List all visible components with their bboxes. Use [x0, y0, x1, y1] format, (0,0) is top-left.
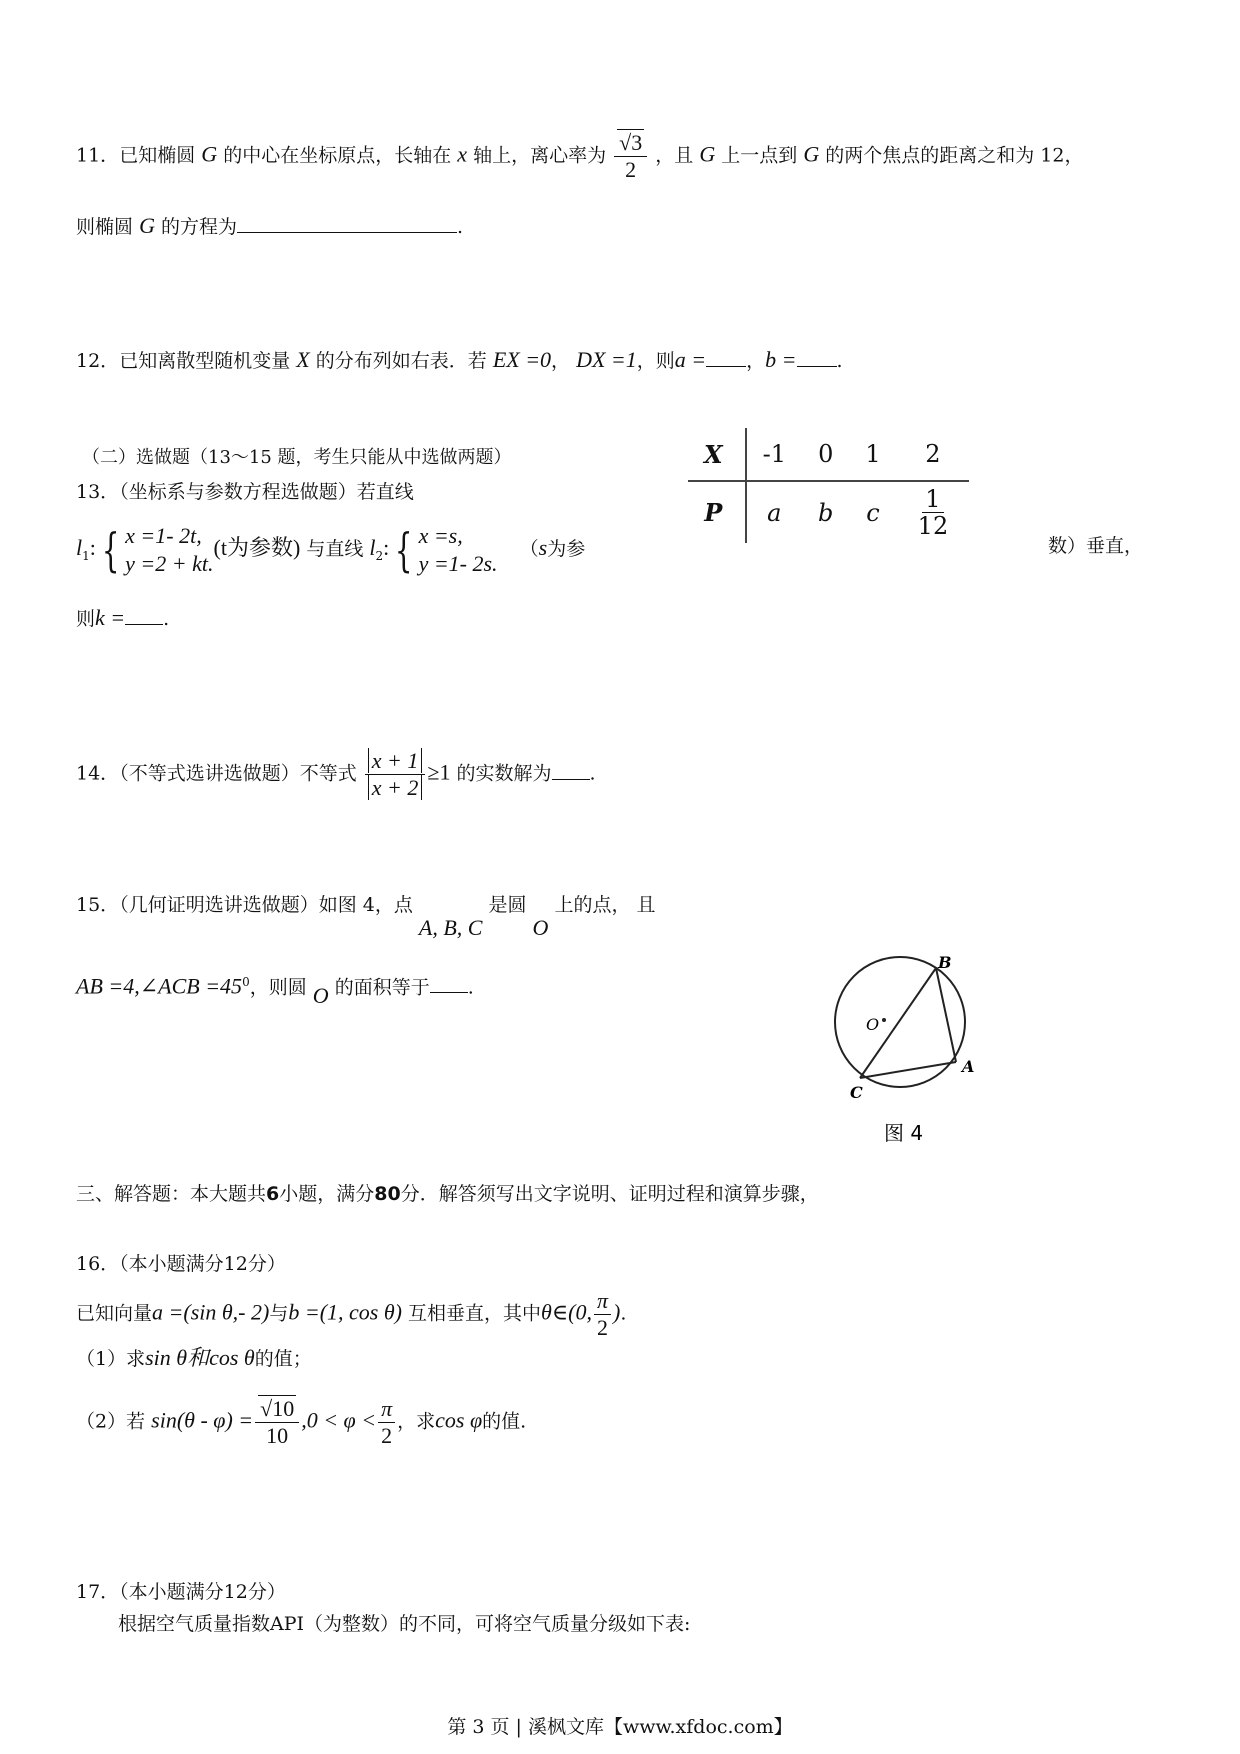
q11-var-x: x — [457, 141, 468, 167]
q16-vec-b: b =(1, cos θ) — [288, 1299, 402, 1325]
q15-var-o: O — [532, 915, 549, 940]
q13-text2: 与直线 — [306, 538, 364, 560]
q11-text1: 已知椭圆 — [119, 144, 196, 167]
q16-p2-mid: ，求 — [397, 1410, 436, 1433]
q11-line1 — [76, 130, 1083, 183]
table-header-p: P — [688, 481, 746, 543]
segment-ca — [860, 1062, 956, 1078]
q12-b-eq: b = — [765, 347, 797, 372]
q13-period: . — [163, 608, 170, 630]
q15-line2-post: 的面积等于 — [334, 976, 430, 999]
q12-var-x: X — [296, 347, 310, 372]
q15-line2 — [76, 968, 474, 1009]
table-row-p — [688, 481, 969, 543]
q15-sup: 0 — [242, 975, 250, 989]
q16-p2-math1: sin(θ - φ) = — [151, 1407, 254, 1433]
section3-heading — [76, 1180, 819, 1208]
q17-header: 17．（本小题满分12分） — [76, 1581, 286, 1603]
q11-var-g4: G — [139, 213, 155, 238]
q14-period: . — [589, 762, 596, 785]
q13-line3 — [76, 604, 169, 633]
q13-l2: l — [369, 535, 376, 560]
q13-l1-sub: 1 — [82, 548, 90, 563]
q16-theta-in: θ∈(0, — [541, 1299, 592, 1325]
section3-text2: 小题，满分 — [279, 1183, 375, 1205]
q13-line1 — [76, 478, 414, 506]
table-cell-fraction — [897, 481, 970, 543]
q16-p2-frac — [255, 1396, 299, 1449]
q16-text2: 互相垂直，其中 — [408, 1302, 542, 1325]
q16-p2-pi-half — [378, 1396, 395, 1449]
q12-period: . — [836, 350, 843, 372]
q13-text3: （ — [519, 538, 539, 560]
q11-text3: 轴上，离心率为 — [473, 144, 607, 167]
q12-cond-dx: DX =1 — [576, 347, 637, 372]
q12-a-blank[interactable] — [706, 346, 746, 367]
q16-two: 2 — [596, 1315, 608, 1340]
q15-math: AB =4,∠ACB =45 — [76, 973, 243, 999]
q14-den: x + 2 — [368, 775, 423, 800]
table-cell: 0 — [802, 428, 849, 481]
q11-answer-blank[interactable] — [237, 212, 457, 233]
q11-var-g3: G — [803, 141, 820, 167]
segment-ba — [936, 968, 956, 1062]
table-cell: c — [866, 498, 880, 527]
table-cell: -1 — [746, 428, 802, 481]
q15-text1: （几何证明选讲选做题）如图 4，点 — [119, 894, 413, 916]
q14-text1: （不等式选讲选做题）不等式 — [119, 762, 357, 785]
q16-p2-cos: cos φ — [435, 1407, 483, 1433]
q13-l1: l — [76, 535, 83, 560]
q11-frac-den: 2 — [625, 157, 637, 182]
q16-period: . — [620, 1302, 627, 1325]
q15-text3: 上的点， 且 — [554, 894, 656, 916]
q13-l1-eq2: y =2 + kt. — [125, 551, 214, 576]
q11-text6: 的两个焦点的距离之和为 12， — [825, 144, 1084, 167]
brace-icon: { — [101, 523, 120, 577]
q16-close: ) — [613, 1299, 621, 1325]
q12-b-blank[interactable] — [797, 346, 837, 367]
q15-text2: 是圆 — [488, 894, 527, 916]
q16-vec-a: a =(sin θ,- 2) — [152, 1299, 270, 1325]
q13-line2 — [76, 522, 585, 578]
q12-text3: ，则 — [636, 350, 675, 372]
q16-p2-post: 的值. — [482, 1410, 527, 1433]
table-cell: a — [767, 498, 782, 527]
q11-period: . — [457, 216, 464, 238]
label-c: C — [850, 1083, 863, 1102]
q13-line3-pre: 则 — [76, 608, 96, 630]
section3-text1: 三、解答题：本大题共 — [76, 1183, 267, 1205]
q12-text1: 已知离散型随机变量 — [119, 350, 291, 372]
table-frac-num: 1 — [922, 486, 943, 513]
q16-part2 — [76, 1396, 526, 1449]
q14-text2: 的实数解为 — [456, 762, 552, 785]
table-cell: 1 — [849, 428, 896, 481]
q14-number: 14． — [76, 762, 120, 785]
table-cell: b — [818, 498, 834, 527]
q11-eccentricity-fraction — [614, 130, 647, 183]
q12-a-eq: a = — [674, 347, 707, 372]
q12-cond-ex: EX =0 — [492, 347, 552, 372]
section3-text3: 分．解答须写出文字说明、证明过程和演算步骤， — [400, 1183, 819, 1205]
q13-colon2: : — [383, 535, 390, 560]
q13-text1: （坐标系与参数方程选做题）若直线 — [119, 481, 414, 503]
q15-var-o2: O — [312, 983, 329, 1009]
q16-p2-pi: π — [378, 1396, 395, 1423]
q15-number: 15． — [76, 894, 120, 916]
q13-k-blank[interactable] — [125, 604, 163, 625]
q16-p2-den: 10 — [266, 1423, 289, 1448]
q11-text2: 的中心在坐标原点，长轴在 — [223, 144, 452, 167]
q11-number: 11． — [76, 144, 120, 167]
table-cell: 2 — [897, 428, 970, 481]
q15-answer-blank[interactable] — [430, 972, 468, 993]
page-footer: 第 3 页 | 溪枫文库【www.xfdoc.com】 — [447, 1716, 793, 1738]
q15-points: A, B, C — [418, 915, 483, 940]
q11-frac-num: √3 — [619, 130, 643, 155]
q11-line2 — [76, 212, 463, 241]
q14-answer-blank[interactable] — [552, 759, 590, 780]
q13-l2-eq2: y =1- 2s. — [418, 551, 498, 576]
distribution-table — [688, 428, 969, 543]
q11-line2-pre: 则椭圆 — [76, 216, 134, 238]
q12-sep: ， — [551, 350, 571, 372]
table-frac-den: 12 — [917, 512, 949, 540]
q13-text4: 为参 — [547, 538, 586, 560]
section3-count: 6 — [266, 1183, 280, 1205]
q13-param: (t为参数) — [213, 535, 301, 560]
q13-colon: : — [89, 535, 96, 560]
q12-comma: ， — [746, 350, 766, 372]
q16-and: 与 — [269, 1302, 289, 1325]
q16-header: 16．（本小题满分12分） — [76, 1253, 286, 1275]
q13-number: 13． — [76, 481, 120, 503]
q11-text4: ，且 — [655, 144, 694, 167]
label-a: A — [962, 1057, 975, 1076]
brace-icon: { — [395, 523, 413, 577]
q16-p2-pre: （2）若 — [76, 1410, 146, 1433]
q11-text5: 上一点到 — [721, 144, 798, 167]
q16-p2-math2: ,0 < φ < — [301, 1407, 377, 1433]
q13-l2-sub: 2 — [375, 548, 384, 563]
q16-p1-math: sin θ和cos θ — [145, 1345, 255, 1370]
q16-p1-post: 的值； — [254, 1348, 312, 1370]
q17-text: 根据空气质量指数API（为整数）的不同，可将空气质量分级如下表: — [118, 1613, 691, 1635]
q13-system2 — [419, 522, 498, 578]
figure-caption: 图 4 — [884, 1121, 924, 1145]
table-header-x: X — [688, 428, 746, 481]
q16-p2-num: √10 — [260, 1396, 295, 1421]
q12-line — [76, 346, 843, 375]
q14-line — [76, 748, 596, 801]
q12-text2: 的分布列如右表．若 — [315, 350, 487, 372]
q16-p2-two: 2 — [381, 1423, 393, 1448]
q16-part1 — [76, 1344, 312, 1373]
q11-var-g: G — [201, 141, 218, 167]
label-o: O — [866, 1015, 880, 1034]
q16-text1: 已知向量 — [76, 1302, 153, 1325]
q13-system1 — [125, 522, 213, 578]
q15-line2-text: ，则圆 — [249, 976, 307, 999]
q15-line1 — [76, 890, 656, 940]
table-row-x — [688, 428, 969, 481]
label-b: B — [938, 953, 952, 972]
center-point — [882, 1018, 886, 1022]
q14-fraction — [365, 748, 426, 801]
q13-var-s: s — [538, 535, 548, 560]
q13-l2-eq1: x =s, — [418, 523, 463, 548]
section2-heading: （二）选做题（13～15 题，考生只能从中选做两题） — [82, 447, 512, 468]
figure-4-circle-diagram — [820, 950, 990, 1150]
q15-period: . — [467, 976, 474, 999]
q14-ge: ≥1 — [427, 759, 451, 785]
q14-num: x + 1 — [368, 748, 423, 773]
q16-pi-half — [594, 1288, 611, 1341]
q13-tail: 数）垂直， — [1048, 535, 1144, 557]
section3-score: 80 — [374, 1183, 401, 1205]
q16-pi: π — [594, 1288, 611, 1315]
q12-number: 12． — [76, 350, 120, 372]
q11-var-g2: G — [699, 141, 716, 167]
q13-k-eq: k = — [95, 605, 126, 630]
q11-line2-post: 的方程为 — [161, 216, 238, 238]
q16-line1 — [76, 1288, 626, 1341]
circle-o — [835, 957, 965, 1087]
q13-l1-eq1: x =1- 2t, — [125, 523, 202, 548]
q16-p1-pre: （1）求 — [76, 1348, 146, 1370]
